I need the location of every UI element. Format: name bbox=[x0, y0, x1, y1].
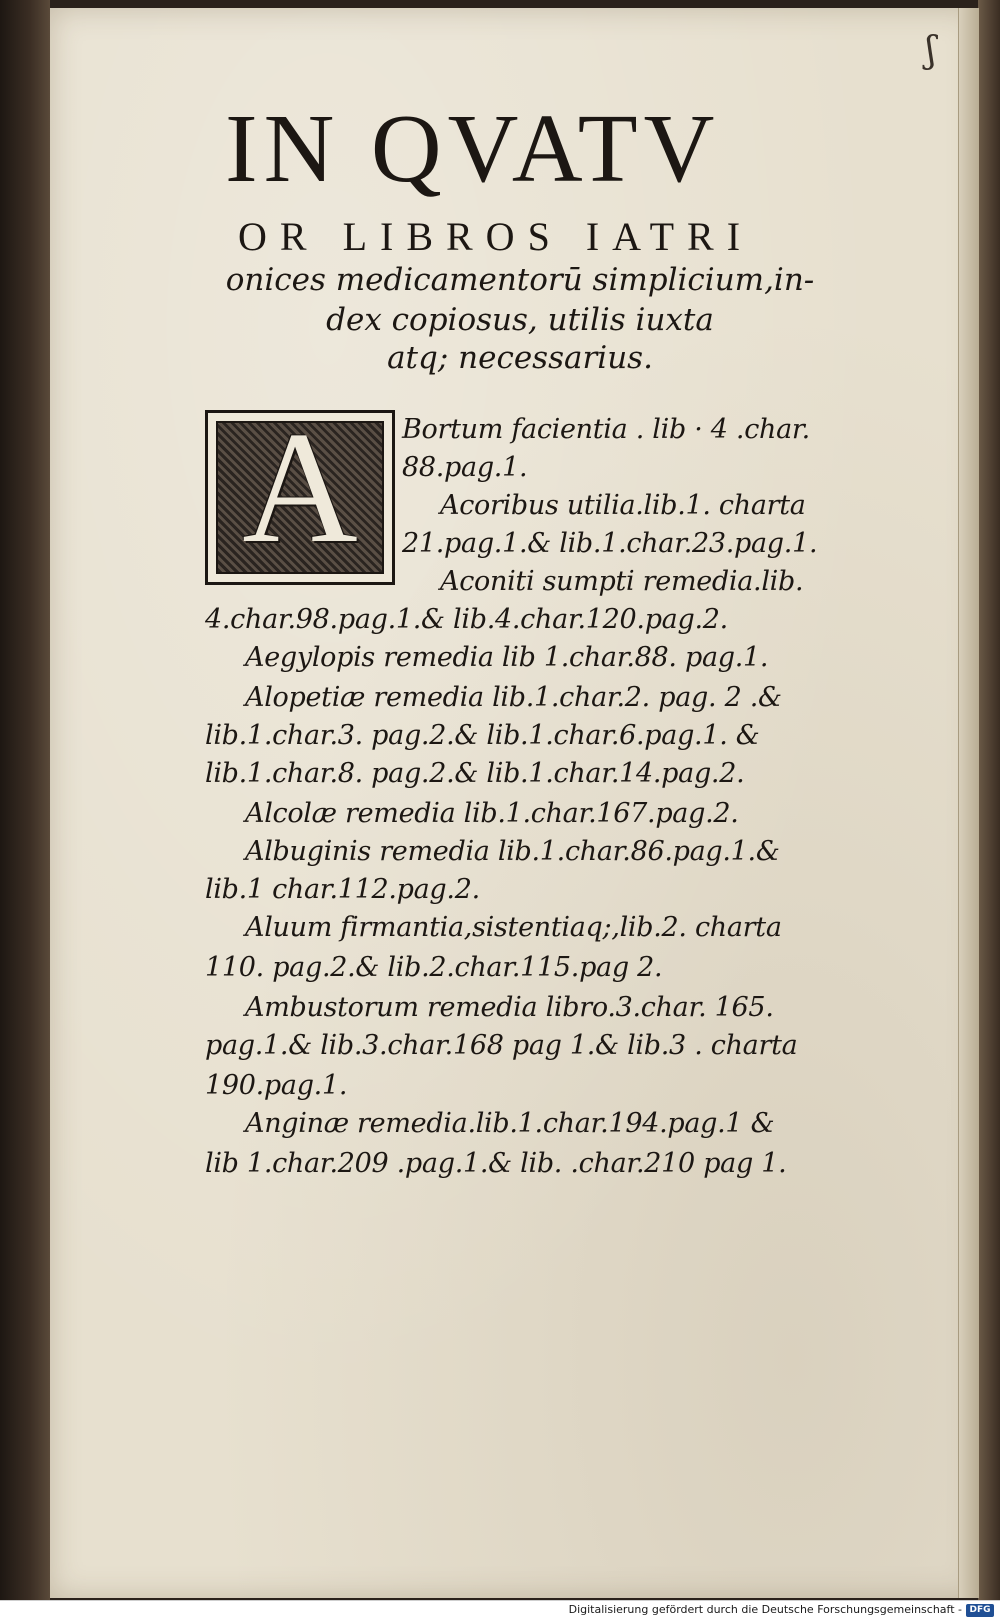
title-line-3: atq; necessarius. bbox=[387, 340, 653, 376]
page-edge bbox=[958, 8, 979, 1598]
footer-bar bbox=[0, 1600, 1000, 1620]
entry-line: Albuginis remedia lib.1.char.86.pag.1.& bbox=[245, 836, 780, 867]
entry-line: Alopetiæ remedia lib.1.char.2. pag. 2 .& bbox=[245, 682, 782, 713]
corner-mark: ʃ bbox=[926, 30, 936, 71]
footer-credit: Digitalisierung gefördert durch die Deutsche Forschungsgemeinschaft - bbox=[568, 1603, 962, 1616]
title-sub: OR LIBROS IATRI bbox=[238, 214, 754, 259]
entry-line: 88.pag.1. bbox=[402, 452, 528, 483]
entry-line: 21.pag.1.& lib.1.char.23.pag.1. bbox=[402, 528, 818, 559]
entry-line: lib 1.char.209 .pag.1.& lib. .char.210 pag 1. bbox=[205, 1148, 787, 1179]
initial-letter: A bbox=[242, 398, 358, 576]
entry-line: 110. pag.2.& lib.2.char.115.pag 2. bbox=[205, 952, 663, 983]
decorated-initial bbox=[205, 398, 395, 585]
entry-line: 4.char.98.pag.1.& lib.4.char.120.pag.2. bbox=[205, 604, 728, 635]
entry-line: Aluum firmantia,sistentiaq;,lib.2. charta bbox=[245, 912, 782, 943]
entry-line: 190.pag.1. bbox=[205, 1070, 348, 1101]
entry-line: lib.1 char.112.pag.2. bbox=[205, 874, 480, 905]
title-line-1: onices medicamentorū simplicium,in- bbox=[225, 262, 815, 298]
book-binding-right bbox=[978, 0, 1000, 1600]
title-line-2: dex copiosus, utilis iuxta bbox=[326, 302, 714, 338]
entry-line: Acoribus utilia.lib.1. charta bbox=[440, 490, 806, 521]
entry-line: Bortum facientia . lib · 4 .char. bbox=[402, 414, 810, 445]
entry-line: Alcolæ remedia lib.1.char.167.pag.2. bbox=[245, 798, 739, 829]
book-binding-left bbox=[0, 0, 50, 1600]
entry-line: pag.1.& lib.3.char.168 pag 1.& lib.3 . charta bbox=[205, 1030, 798, 1061]
entry-line: lib.1.char.8. pag.2.& lib.1.char.14.pag.2. bbox=[205, 758, 745, 789]
entry-line: Aconiti sumpti remedia.lib. bbox=[440, 566, 804, 597]
entry-line: Ambustorum remedia libro.3.char. 165. bbox=[245, 992, 774, 1023]
entry-line: Anginæ remedia.lib.1.char.194.pag.1 & bbox=[245, 1108, 775, 1139]
entry-line: Aegylopis remedia lib 1.char.88. pag.1. bbox=[245, 642, 769, 673]
title-main: IN QVATV bbox=[225, 95, 721, 203]
dfg-logo: DFG bbox=[966, 1604, 994, 1617]
entry-line: lib.1.char.3. pag.2.& lib.1.char.6.pag.1. & bbox=[205, 720, 760, 751]
